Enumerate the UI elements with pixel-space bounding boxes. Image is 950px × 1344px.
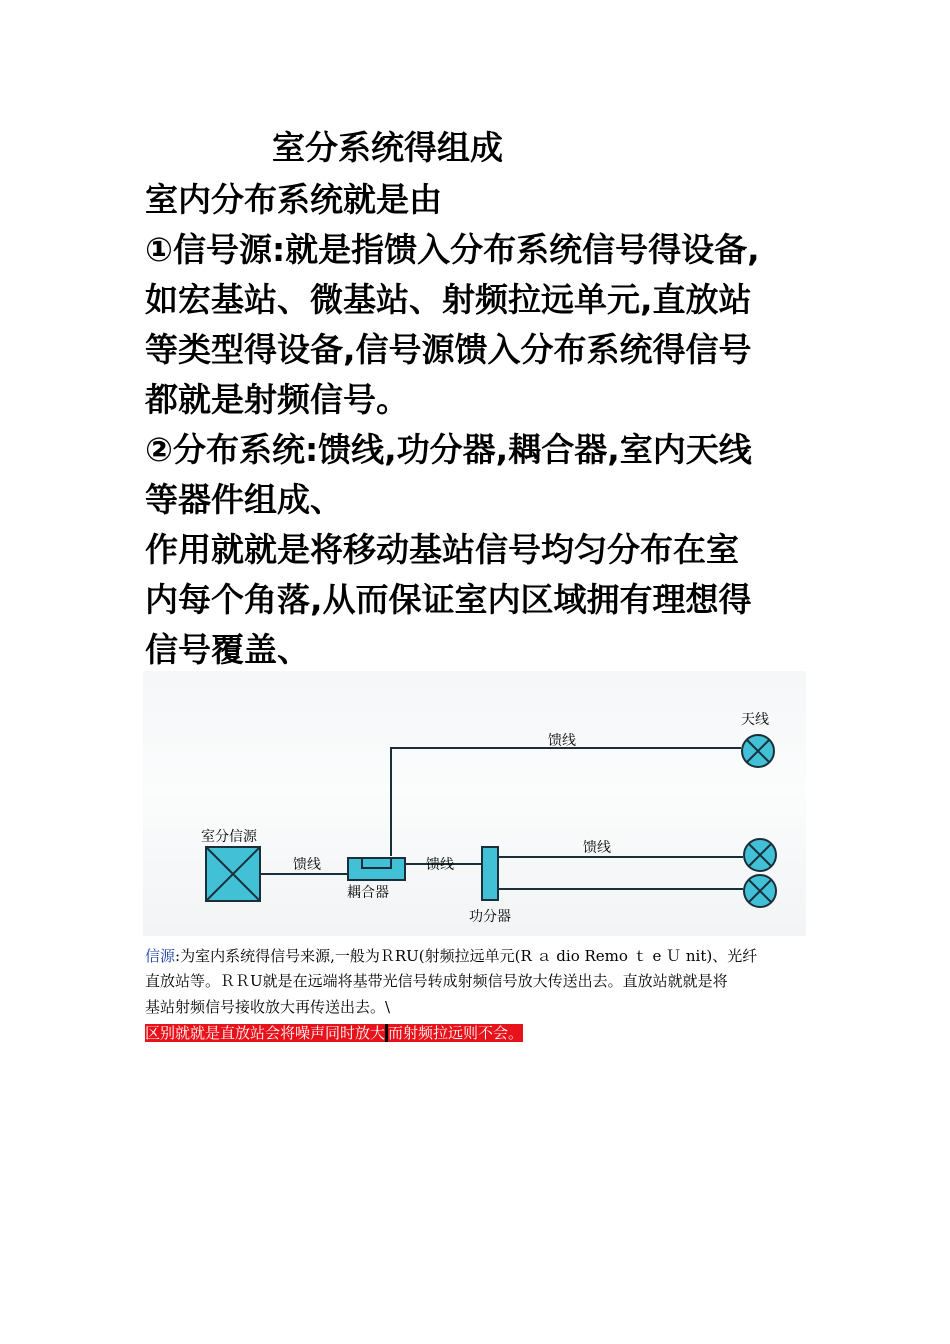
purpose-line-2: 内每个角落,从而保证室内区域拥有理想得 — [145, 580, 752, 619]
intro-line: 室内分布系统就是由 — [145, 180, 442, 219]
distribution-line-2: 等器件组成、 — [145, 480, 343, 519]
note-line-1 — [145, 945, 815, 967]
note-line-2: 直放站等。ＲＲU就是在远端将基带光信号转成射频信号放大传送出去。直放站就就是将 — [145, 972, 728, 990]
feeder-label-2: 馈线 — [426, 857, 454, 873]
antenna-1 — [742, 735, 774, 767]
note-line-1-text: :为室内系统得信号来源,一般为ＲRU(射频拉远单元(R ａ dio Remo ｔ e Ｕ nit)、光纤 — [175, 947, 758, 965]
difference-part-a: 区别就就是直放站会将噪声同时放大 — [145, 1024, 386, 1042]
feeder-label-4: 馈线 — [583, 840, 611, 856]
coupler-label: 耦合器 — [347, 885, 389, 901]
system-diagram-svg — [143, 671, 806, 936]
antenna-label: 天线 — [741, 712, 769, 728]
distribution-line-1: ②分布系统:馈线,功分器,耦合器,室内天线 — [145, 430, 752, 469]
signal-source-line-3: 等类型得设备,信号源馈入分布系统得信号 — [145, 330, 752, 369]
antenna-2 — [744, 839, 776, 871]
source-label: 室分信源 — [201, 829, 257, 845]
coupler-device — [348, 858, 405, 880]
system-diagram — [143, 671, 806, 936]
page-title: 室分系统得组成 — [272, 128, 503, 167]
difference-part-b: 而射频拉远则不会。 — [385, 1024, 523, 1042]
purpose-line-3: 信号覆盖、 — [145, 630, 310, 669]
difference-highlight — [145, 1022, 815, 1044]
splitter-device — [482, 847, 498, 900]
purpose-line-1: 作用就就是将移动基站信号均匀分布在室 — [145, 530, 739, 569]
signal-source-line-1: ①信号源:就是指馈入分布系统信号得设备, — [145, 230, 760, 269]
feeder-lines — [261, 748, 743, 889]
splitter-label: 功分器 — [469, 909, 511, 925]
note-line-3: 基站射频信号接收放大再传送出去。\ — [145, 998, 391, 1016]
antenna-3 — [744, 875, 776, 907]
feeder-label-3: 馈线 — [548, 733, 576, 749]
feeder-label-1: 馈线 — [293, 857, 321, 873]
note-term: 信源 — [145, 947, 176, 965]
feeder-line-antenna-1 — [391, 748, 741, 856]
signal-source-line-4: 都就是射频信号。 — [145, 380, 409, 419]
signal-source-line-2: 如宏基站、微基站、射频拉远单元,直放站 — [145, 280, 752, 319]
source-device — [206, 847, 260, 901]
